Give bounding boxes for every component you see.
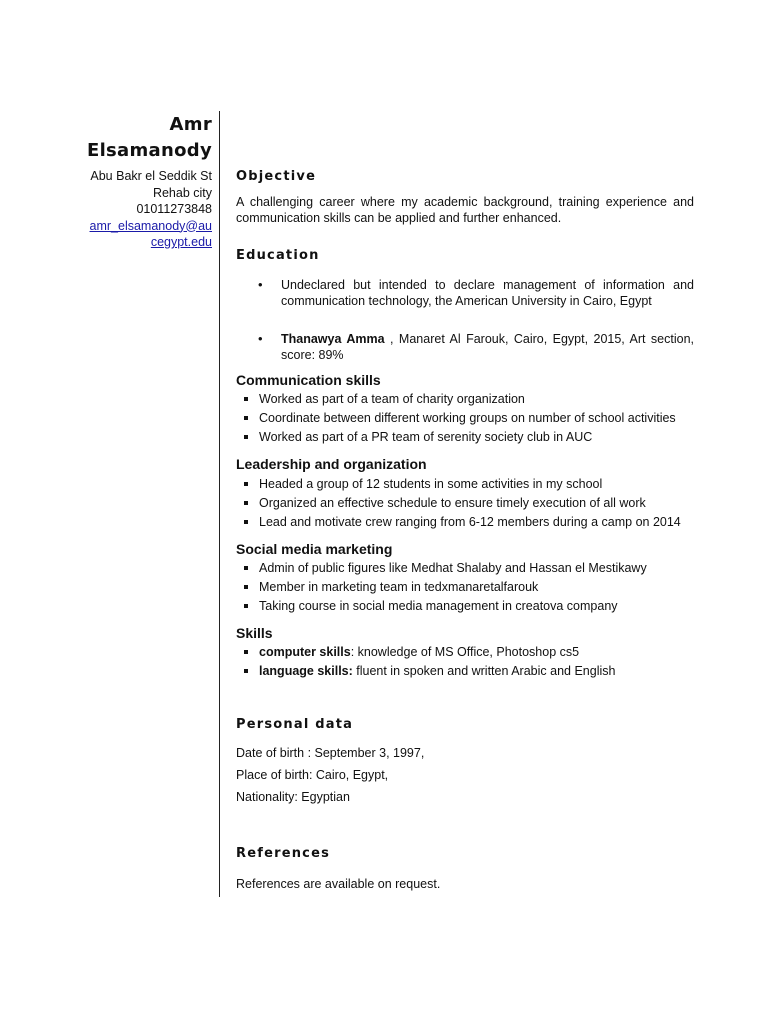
address-line-1: Abu Bakr el Seddik St [90, 169, 212, 183]
last-name: Elsamanody [86, 140, 212, 161]
contact-sidebar [40, 112, 212, 251]
education-item-1: Undeclared but intended to declare management of information and communication technology, the American University in Cairo, Egypt [281, 278, 694, 308]
objective-text: A challenging career where my academic background, training experience and communication skills can be applied and further enhanced. [236, 195, 694, 225]
skills-heading: Skills [236, 625, 273, 641]
education-bullet-2: • [258, 331, 263, 346]
square-bullet-icon [244, 397, 248, 401]
square-bullet-icon [244, 566, 248, 570]
list-item: Worked as part of a PR team of serenity society club in AUC [236, 428, 694, 447]
personal-data-block [236, 742, 424, 808]
school-name: Thanawya Amma [281, 332, 385, 346]
social-media-heading: Social media marketing [236, 541, 393, 557]
square-bullet-icon [244, 416, 248, 420]
resume-main [236, 0, 694, 1024]
education-bullet-1: • [258, 277, 263, 292]
communication-list [236, 390, 694, 447]
nationality: Nationality: Egyptian [236, 790, 350, 804]
leadership-list [236, 475, 694, 532]
list-item: language skills: fluent in spoken and written Arabic and English [236, 662, 694, 681]
email-link-part-2[interactable]: cegypt.edu [150, 235, 212, 249]
square-bullet-icon [244, 435, 248, 439]
square-bullet-icon [244, 501, 248, 505]
list-item: Headed a group of 12 students in some activities in my school [236, 475, 694, 494]
personal-data-heading: Personal data [236, 717, 354, 732]
square-bullet-icon [244, 482, 248, 486]
list-item: Worked as part of a team of charity organization [236, 390, 694, 409]
education-heading: Education [236, 248, 320, 263]
language-skills-label: language skills: [259, 664, 353, 678]
address-line-2: Rehab city [152, 185, 212, 200]
square-bullet-icon [244, 585, 248, 589]
school-details: , Manaret Al Farouk, Cairo, Egypt, 2015, Art section, score: 89% [281, 332, 694, 362]
list-item: computer skills: knowledge of MS Office, Photoshop cs5 [236, 643, 694, 662]
first-name: Amr [169, 114, 212, 135]
social-media-list [236, 559, 694, 616]
square-bullet-icon [244, 669, 248, 673]
list-item: Admin of public figures like Medhat Shalaby and Hassan el Mestikawy [236, 559, 694, 578]
list-item: Organized an effective schedule to ensure timely execution of all work [236, 494, 694, 513]
list-item: Member in marketing team in tedxmanaretalfarouk [236, 578, 694, 597]
square-bullet-icon [244, 604, 248, 608]
date-of-birth: Date of birth : September 3, 1997, [236, 746, 425, 760]
computer-skills-label: computer skills [259, 645, 351, 659]
square-bullet-icon [244, 520, 248, 524]
square-bullet-icon [244, 650, 248, 654]
list-item: Taking course in social media management in creatova company [236, 597, 694, 616]
place-of-birth: Place of birth: Cairo, Egypt, [236, 768, 389, 782]
communication-heading: Communication skills [236, 372, 381, 388]
list-item: Coordinate between different working groups on number of school activities [236, 409, 694, 428]
education-item-2 [281, 331, 694, 363]
list-item: Lead and motivate crew ranging from 6-12 members during a camp on 2014 [236, 513, 694, 532]
references-text: References are available on request. [236, 877, 441, 891]
email-link-part-1[interactable]: amr_elsamanody@au [89, 218, 212, 233]
objective-heading: Objective [236, 169, 317, 184]
skills-list [236, 643, 694, 681]
phone-number: 01011273848 [136, 202, 212, 216]
candidate-name [40, 112, 212, 164]
vertical-divider [219, 111, 220, 897]
leadership-heading: Leadership and organization [236, 456, 427, 472]
references-heading: References [236, 846, 331, 861]
